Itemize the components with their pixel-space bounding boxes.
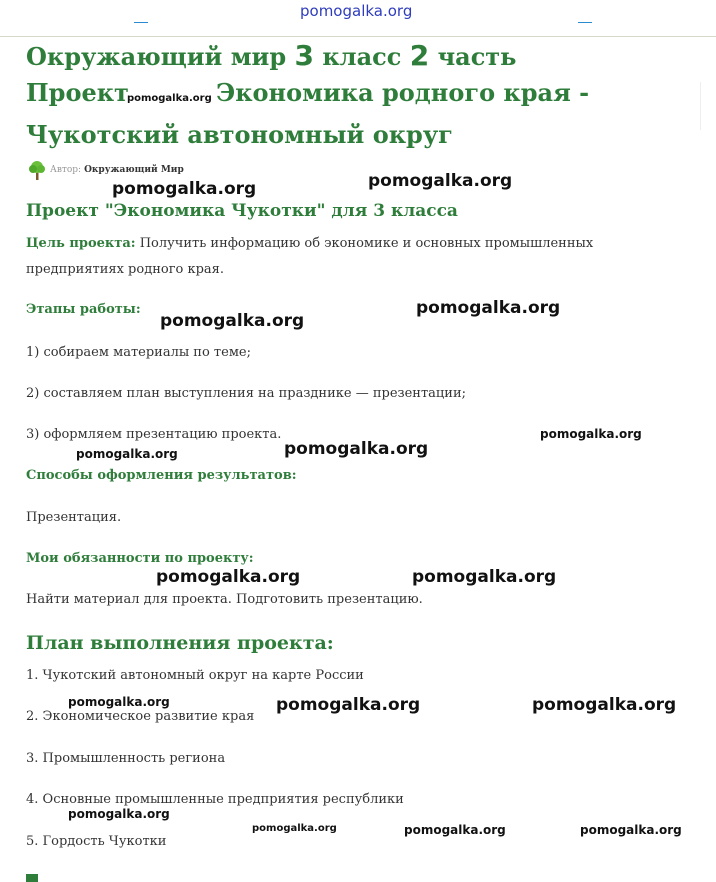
header-watermark: pomogalka.org <box>300 2 413 20</box>
stage-item: 1) собираем материалы по теме; <box>26 345 251 360</box>
header-divider <box>578 22 592 23</box>
watermark: pomogalka.org <box>580 823 682 837</box>
stage-item: 2) составляем план выступления на празднике — презентации; <box>26 386 466 401</box>
stage-item: 3) оформляем презентацию проекта. <box>26 427 282 442</box>
watermark: pomogalka.org <box>68 695 170 709</box>
watermark: pomogalka.org <box>416 298 561 318</box>
watermark: pomogalka.org <box>160 311 305 331</box>
tree-icon <box>26 159 48 181</box>
duties-text: Найти материал для проекта. Подготовить презентацию. <box>26 592 423 607</box>
plan-item: 4. Основные промышленные предприятия республики <box>26 792 404 807</box>
plan-item: 2. Экономическое развитие края <box>26 709 255 724</box>
header-divider <box>134 22 148 23</box>
watermark: pomogalka.org <box>412 567 557 587</box>
watermark: pomogalka.org <box>112 179 257 199</box>
results-text: Презентация. <box>26 510 122 525</box>
plan-item: 5. Гордость Чукотки <box>26 834 167 849</box>
author-label: Автор: <box>50 165 82 175</box>
plan-item: 3. Промышленность региона <box>26 751 226 766</box>
stages-label: Этапы работы: <box>26 302 141 317</box>
watermark: pomogalka.org <box>126 93 212 104</box>
watermark: pomogalka.org <box>76 447 178 461</box>
article-title: Окружающий мир 3 класс 2 часть Проектpomogalka.org Экономика родного края - Чукотский автономный округ <box>26 39 590 149</box>
sidebar-edge <box>700 82 716 130</box>
watermark: pomogalka.org <box>368 171 513 191</box>
watermark: pomogalka.org <box>156 567 301 587</box>
watermark: pomogalka.org <box>404 823 506 837</box>
results-label: Способы оформления результатов: <box>26 468 297 483</box>
project-goal: Цель проекта: Получить информацию об экономике и основных промышленных предприятиях родного края. <box>26 236 594 277</box>
duties-label: Мои обязанности по проекту: <box>26 551 254 566</box>
next-heading-fragment <box>26 874 38 882</box>
plan-item: 1. Чукотский автономный округ на карте России <box>26 668 364 683</box>
watermark: pomogalka.org <box>68 807 170 821</box>
watermark: pomogalka.org <box>532 695 677 715</box>
plan-heading: План выполнения проекта: <box>26 632 334 654</box>
watermark: pomogalka.org <box>252 823 337 834</box>
watermark: pomogalka.org <box>276 695 421 715</box>
watermark: pomogalka.org <box>540 427 642 441</box>
site-header <box>0 0 716 37</box>
author-name[interactable]: Окружающий Мир <box>84 165 184 175</box>
watermark: pomogalka.org <box>284 439 429 459</box>
section-subtitle: Проект "Экономика Чукотки" для 3 класса <box>26 201 458 221</box>
